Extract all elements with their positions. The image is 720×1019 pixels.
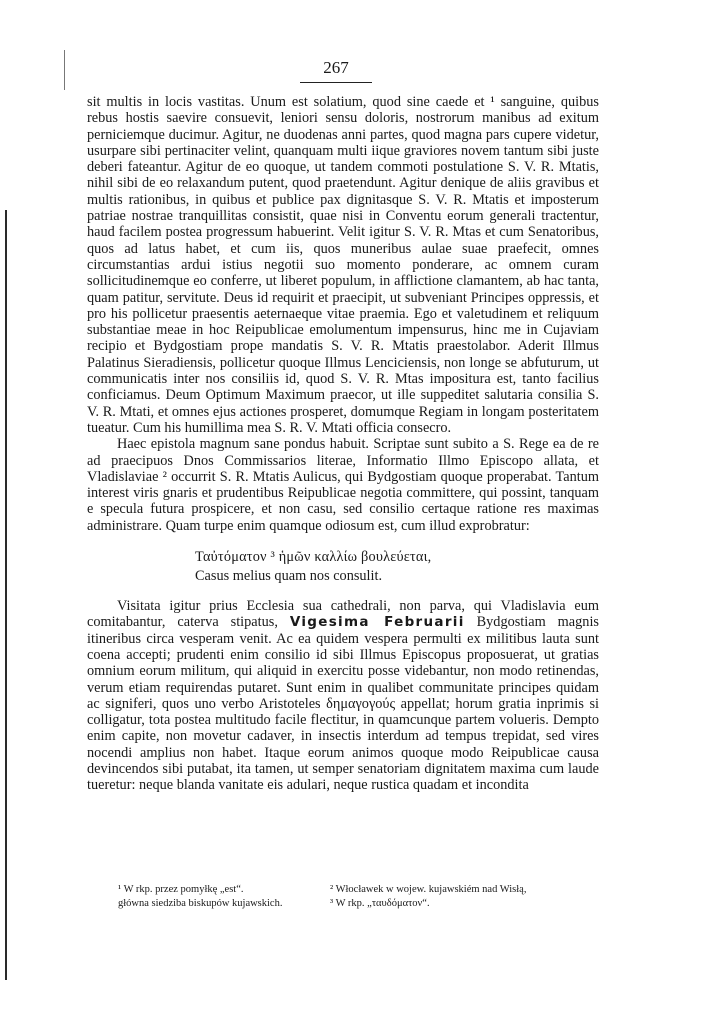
scan-margin-mark: [64, 50, 65, 90]
page-number: 267: [323, 58, 349, 77]
main-text: [87, 94, 599, 794]
quote-greek: Ταὐτόματον ³ ἡμῶν καλλίω βουλεύεται,: [195, 549, 432, 566]
footnote-2-continuation: główna siedziba biskupów kujawskich.: [118, 897, 283, 909]
footnote-2: ² Włocławek w wojew. kujawskiém nad Wisłą,: [330, 884, 527, 895]
quote-latin: Casus melius quam nos consulit.: [195, 568, 383, 585]
paragraph-3-rest: Bydgostiam magnis itineribus circa vesperam venit. Ac ea quidem vespera permulti ex militibus lauta sunt coena accepti; prudenti enim consilio id sibi Illmus Episcopus proposuerat, ut gratias omnium eorum militum, qui aliquid in exercitu posse videbantur, non modo retinendas, verum etiam requirendas putaret. Sunt enim in qualibet communitate principes quidam ac signiferi, quos uno verbo Aristoteles δημαγογούς appellat; horum gratia inprimis si colligatur, tota postea multitudo facile flectitur, in quamcunque partem volueris. Dempto enim capite, non movetur cadaver, in insectis interdum ad tempus trepidat, sed vires nocendi amplius non habet. Itaque eorum animos quoque modo Reipublicae causa devincendos sibi putabat, ita tamen, ut semper senatoriam dignitatem maxima cum laude tueretur: neque blanda vanitate eis adulari, neque rustica quadam et incondita: [87, 614, 599, 794]
paragraph-3-start: Visitata igitur prius Ecclesia sua cathedrali, non parva, qui Vladislavia eum comitabantur, caterva stipatus,: [87, 598, 599, 631]
paragraph-1: sit multis in locis vastitas. Unum est solatium, quod sine caede et ¹ sanguine, quibus rebus hostis saevire consuevit, leniori sensu doloris, nostrorum manibus ad exitum perniciemque ducimur. Agitur, ne duodenas anni partes, quod magna pars cupere videtur, usurpare sibi pertinaciter velint, quanquam multi iique graviores novem tantum sibi juste deberi fateantur. Agitur de eo quoque, ut tandem commoti postulatione S. V. R. Mtatis, nihil sibi de eo relaxandum putent, quod praetendunt. Agitur denique de aliis gravibus et multis rationibus, in quibus et publice pax dignitasque S. V. R. Mtatis et imposterum patriae nostrae tranquillitas consistit, quae nisi in Conventu eorum generali tractentur, haud facilem postea progressum habuerint. Velit igitur S. V. R. Mtas et cum Senatoribus, quos ad latus habet, et cum iis, quos muneribus aulae suae praefecit, omnes circumstantias ardui istius negotii suo momento ponderare, ac omnem curam sollicitudinemque eo conferre, ut liberet populum, in afflictione clamantem, ab hac tanta, quam patitur, servitute. Deus id requirit et praecipit, ut subveniant Principes oppressis, et pro his pollicetur praesentis aeternaeque vitae praemia. Ego et valetudinem et reliquum substantiae meae in hoc Reipublicae emolumentum impensurus, hinc me in Cujaviam recipio et Bydgostiam prope mandatis S. V. R. Mtatis praestolabor. Aderit Illmus Palatinus Sieradiensis, pollicetur quoque Illmus Lenciciensis, non longe se abfuturum, ut communicatis inter nos consiliis id, quod S. V. R. Mtas impositura est, tanto facilius conficiamus. Deum Optimum Maximum praecor, ut ille suppeditet salutaria consilia S. V. R. Mtati, et omnes ejus actiones prosperet, domumque Regiam in longam posteritatem tueatur. Cum his humillima mea S. R. V. Mtati officia consecro.: [87, 94, 599, 436]
footnote-1: ¹ W rkp. przez pomyłkę „est“.: [118, 884, 244, 895]
paragraph-2: Haec epistola magnum sane pondus habuit. Scriptae sunt subito a S. Rege ea de re ad praecipuos Dnos Commissarios literae, Informatio Illmo Episcopo allata, et Vladislaviae ² occurrit S. R. Mtatis Aulicus, qui Bydgostiam quoque properabat. Tantum interest viris gnaris et prudentibus Reipublicae negotia committere, qui possint, tanquam e specula futura prospicere, et non casu, sed consilio certaque ratione res maximas administrare. Quam turpe enim quamque odiosum est, cum illud exprobratur:: [87, 436, 599, 534]
paragraph-3: [87, 598, 599, 794]
footnote-column-right: [330, 883, 620, 910]
scan-edge-rule: [5, 210, 7, 980]
quotation: [195, 548, 599, 586]
footnote-3: ³ W rkp. „ταυδόματον“.: [330, 897, 430, 909]
footnote-column-left: [118, 883, 333, 910]
page-number-underline: [300, 82, 372, 83]
date-spaced: Vigesima Februarii: [289, 614, 465, 631]
